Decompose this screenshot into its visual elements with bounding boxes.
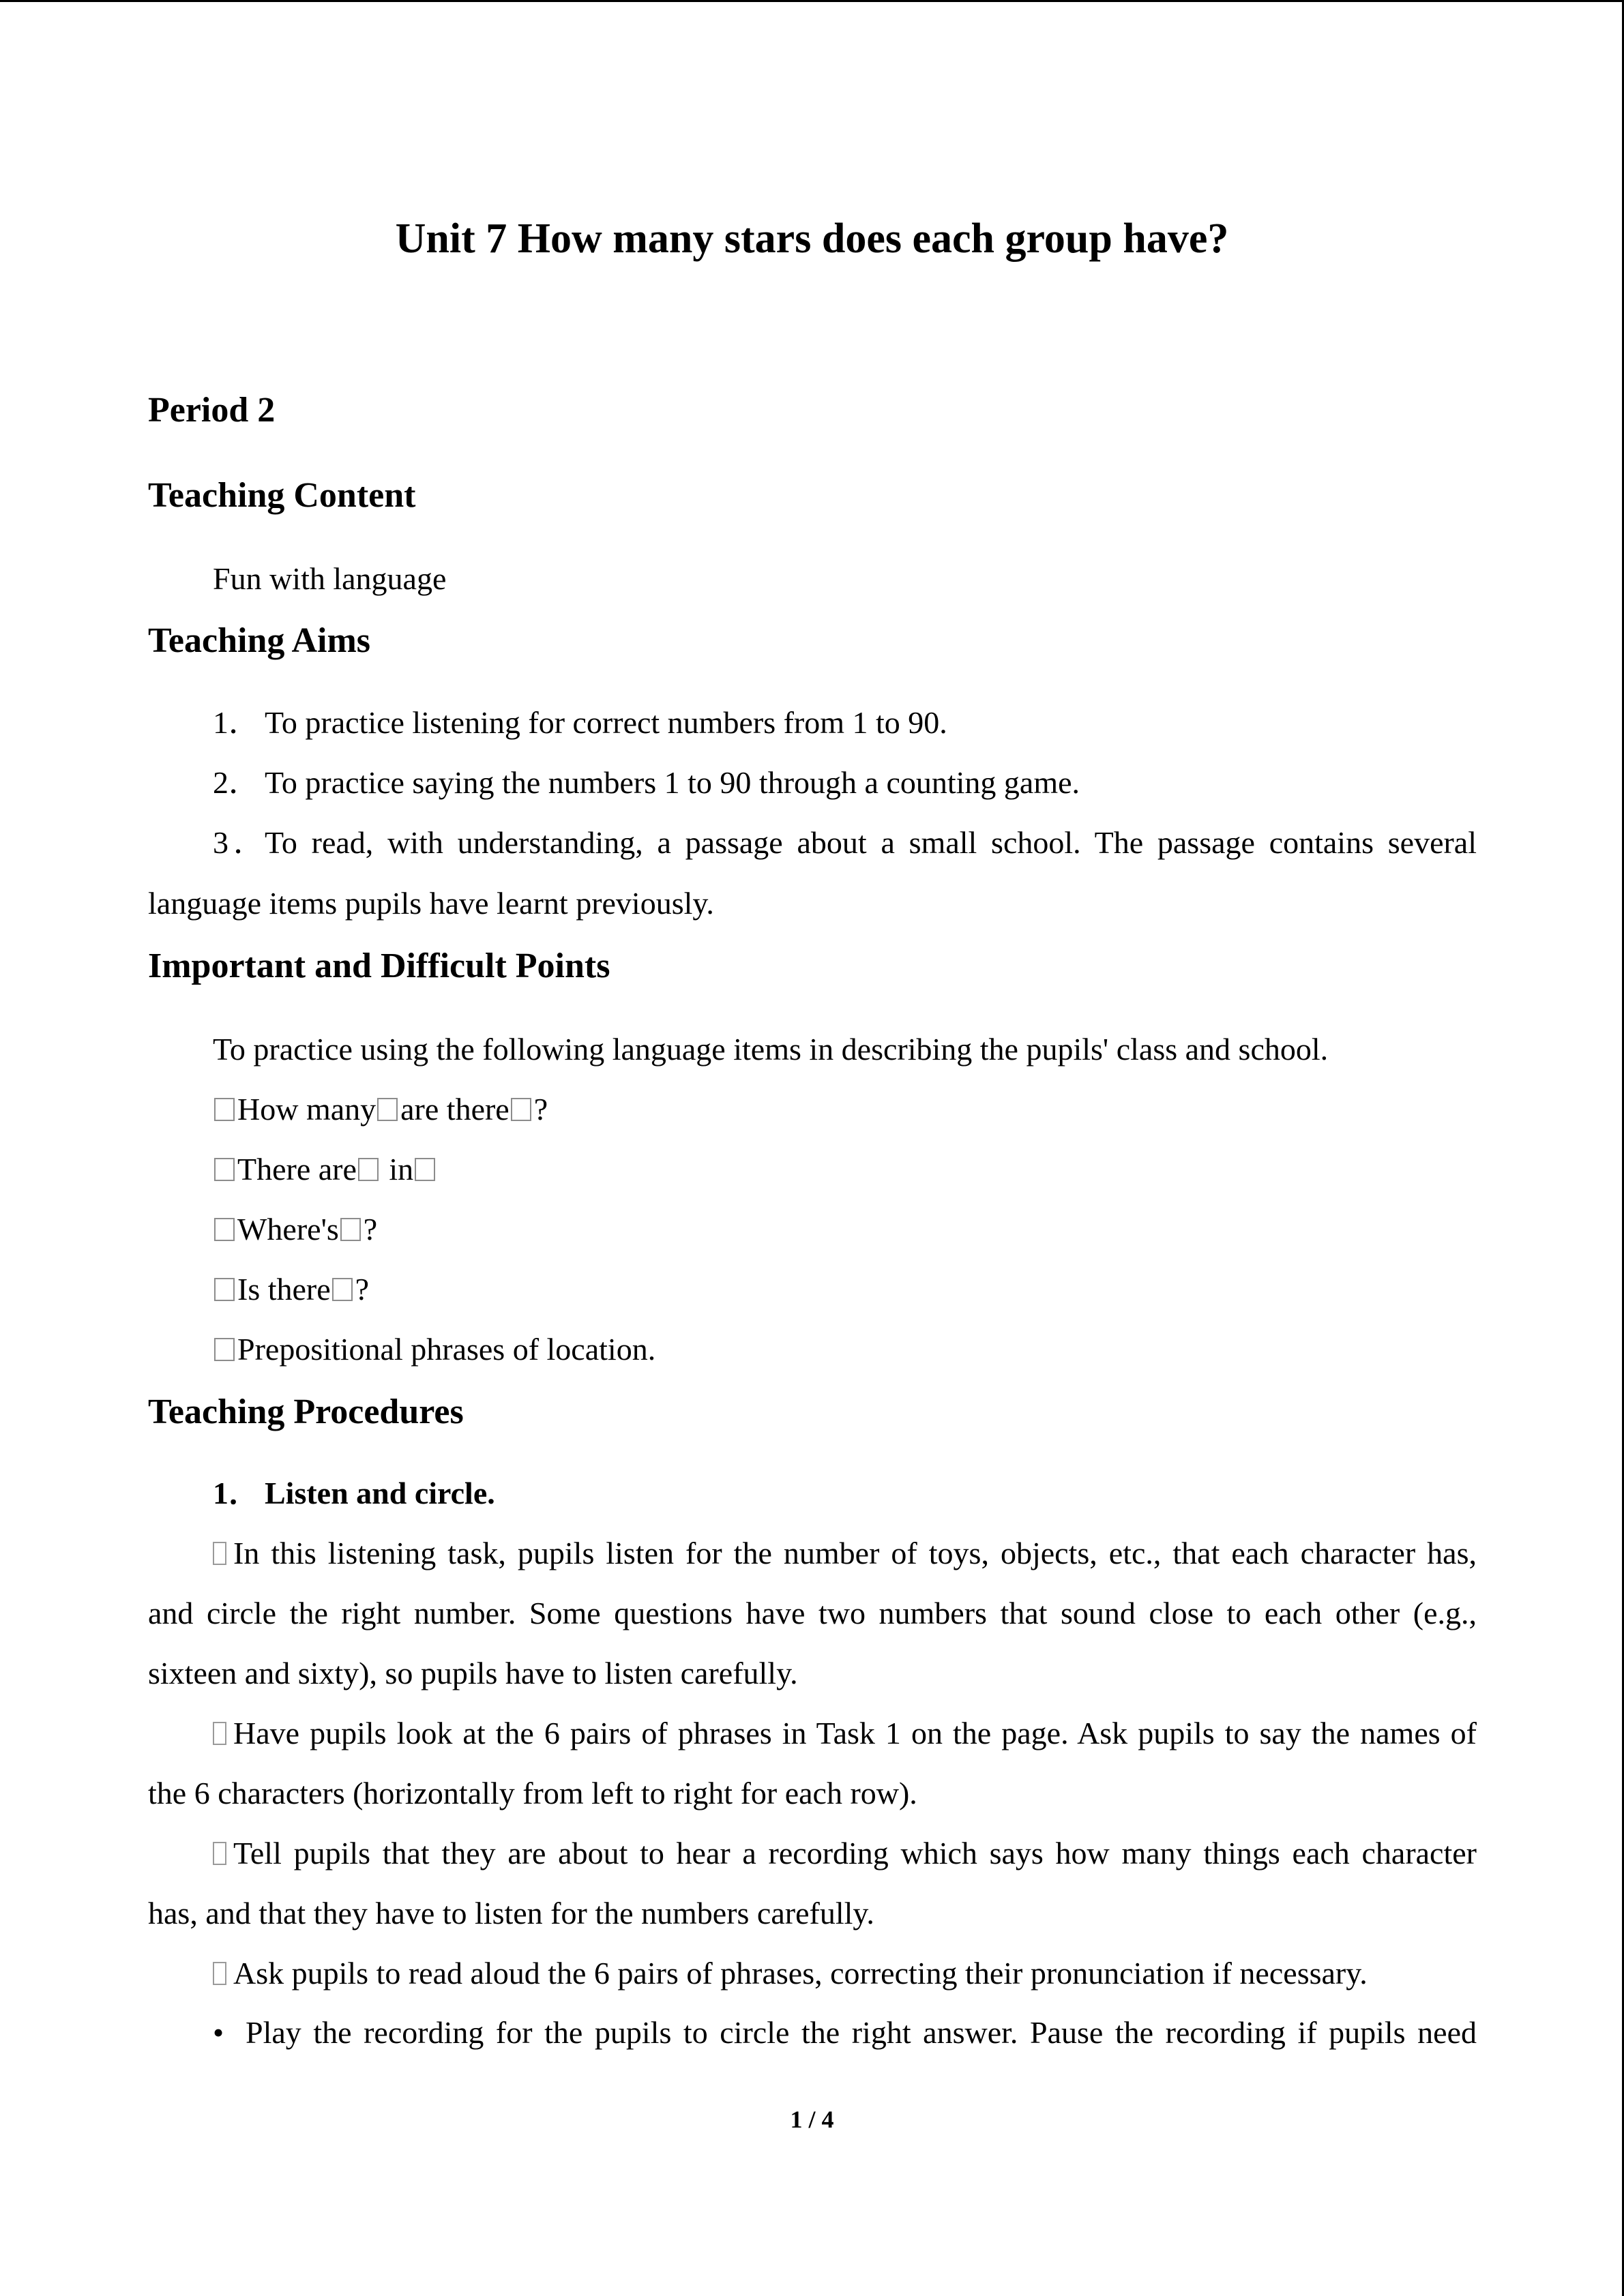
paragraph-text: In this listening task, pupils listen for the number of toys, objects, etc., that each character has, (233, 1536, 1477, 1570)
procedure-step-heading (213, 1472, 495, 1515)
period-heading: Period 2 (148, 391, 276, 430)
points-item-4 (213, 1268, 369, 1311)
procedure-step-number: 1． (213, 1476, 260, 1510)
teaching-content-text: Fun with language (213, 561, 447, 596)
placeholder-box (340, 1218, 361, 1241)
procedure-paragraph-3-line-1 (213, 1832, 1477, 1875)
aim-number: 2． (213, 765, 260, 800)
aim-text: To practice saying the numbers 1 to 90 through a counting game. (265, 765, 1080, 800)
missing-glyph-box (213, 1962, 226, 1985)
document-title: Unit 7 How many stars does each group have? (395, 215, 1229, 262)
aim-item-1 (213, 702, 947, 744)
points-item-2 (213, 1148, 438, 1191)
procedure-paragraph-2-line-2: the 6 characters (horizontally from left to right for each row). (148, 1776, 917, 1810)
placeholder-box (377, 1098, 398, 1121)
teaching-aims-heading: Teaching Aims (148, 621, 371, 660)
placeholder-box (214, 1278, 235, 1301)
bullet-icon: • (213, 2015, 224, 2050)
paragraph-text: Tell pupils that they are about to hear a recording which says how many things each character (233, 1836, 1477, 1870)
points-text: Is there (237, 1272, 331, 1307)
points-text: How many (237, 1092, 377, 1127)
aim-item-3-continued: language items pupils have learnt previously. (148, 886, 714, 921)
missing-glyph-box (213, 1542, 226, 1565)
points-text: Prepositional phrases of location. (237, 1332, 656, 1367)
missing-glyph-box (213, 1722, 226, 1745)
points-text: ? (355, 1272, 370, 1307)
points-item-3 (213, 1208, 377, 1251)
aim-item-2 (213, 762, 1080, 804)
teaching-procedures-heading: Teaching Procedures (148, 1392, 464, 1431)
paragraph-text: Have pupils look at the 6 pairs of phrases in Task 1 on the page. Ask pupils to say the names of (233, 1716, 1477, 1750)
procedure-step-title: Listen and circle. (265, 1476, 495, 1510)
page-top-border (0, 0, 1624, 2)
placeholder-box (214, 1098, 235, 1121)
placeholder-box (332, 1278, 353, 1301)
placeholder-box (214, 1158, 235, 1181)
points-text: in (381, 1152, 414, 1187)
page-number: 1 / 4 (790, 2106, 834, 2133)
aim-number: 1． (213, 705, 260, 740)
teaching-content-heading: Teaching Content (148, 476, 416, 515)
aim-number: 3． (213, 825, 265, 860)
paragraph-text: Play the recording for the pupils to circle the right answer. Pause the recording if pupils need (246, 2015, 1477, 2050)
points-item-5 (213, 1328, 655, 1371)
points-text: are there (400, 1092, 510, 1127)
aim-text: To read, with understanding, a passage about a small school. The passage contains several (265, 825, 1477, 860)
points-text: Where's (237, 1212, 339, 1247)
paragraph-text: Ask pupils to read aloud the 6 pairs of phrases, correcting their pronunciation if necessary. (233, 1956, 1368, 1991)
placeholder-box (214, 1338, 235, 1361)
aim-item-3 (213, 822, 1477, 864)
placeholder-box (511, 1098, 531, 1121)
placeholder-box (415, 1158, 435, 1181)
procedure-paragraph-1-line-3: sixteen and sixty), so pupils have to listen carefully. (148, 1656, 798, 1690)
points-text: There are (237, 1152, 357, 1187)
points-item-1 (213, 1088, 548, 1131)
procedure-paragraph-3-line-2: has, and that they have to listen for the numbers carefully. (148, 1896, 874, 1930)
procedure-paragraph-2-line-1 (213, 1712, 1477, 1755)
important-points-heading: Important and Difficult Points (148, 946, 610, 985)
points-text: ? (363, 1212, 378, 1247)
placeholder-box (358, 1158, 379, 1181)
procedure-paragraph-4-line-1 (213, 1952, 1368, 1995)
aim-text: To practice listening for correct numbers from 1 to 90. (265, 705, 947, 740)
points-text: ? (533, 1092, 548, 1127)
missing-glyph-box (213, 1842, 226, 1865)
procedure-paragraph-1-line-2: and circle the right number. Some questions have two numbers that sound close to each other (e.g., (148, 1596, 1477, 1630)
procedure-bullet-line (213, 2012, 1477, 2054)
points-intro: To practice using the following language items in describing the pupils' class and school. (213, 1032, 1329, 1067)
procedure-paragraph-1-line-1 (213, 1532, 1477, 1575)
placeholder-box (214, 1218, 235, 1241)
